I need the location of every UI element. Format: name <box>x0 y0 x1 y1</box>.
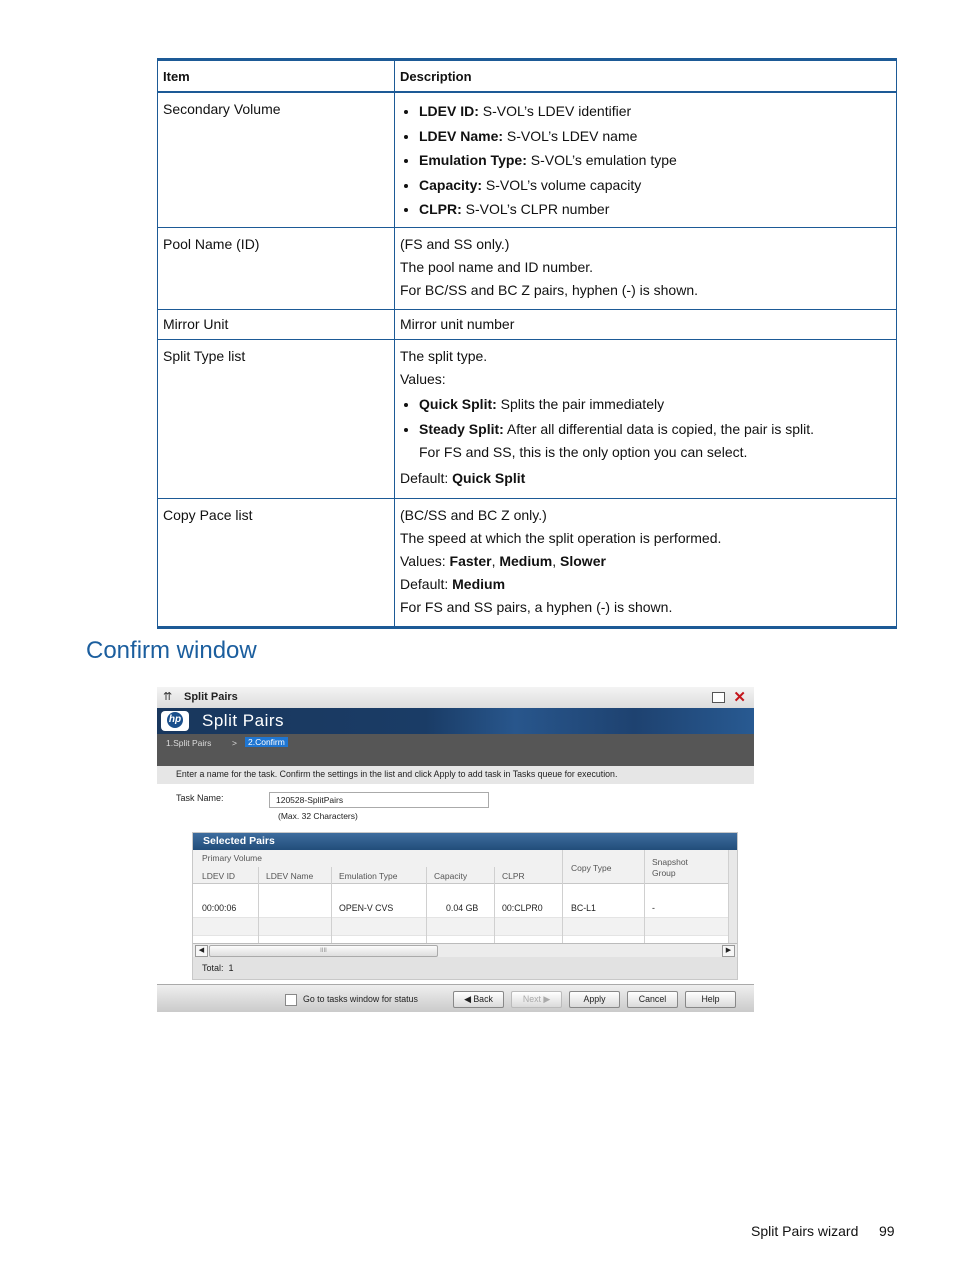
list-item: • LDEV ID: S-VOL’s LDEV identifier <box>419 100 891 123</box>
item-cell: Split Type list <box>158 340 395 499</box>
back-button[interactable]: ◀ Back <box>453 991 504 1008</box>
list-item: • Emulation Type: S-VOL’s emulation type <box>419 149 891 172</box>
col-capacity[interactable]: Capacity <box>434 871 468 881</box>
instruction-bar <box>157 766 754 784</box>
item-cell: Mirror Unit <box>158 310 395 340</box>
close-icon[interactable]: ✕ <box>733 689 746 706</box>
col-copy-type[interactable]: Copy Type <box>571 863 612 873</box>
table-row <box>158 498 897 627</box>
next-button[interactable]: Next ▶ <box>511 991 562 1008</box>
description-cell: The split type. Values: • Quick Split: Splits the pair immediately • Steady Split: After all differential data is copied, the pair is split. For FS and SS, this is the only option you can select. Default: Quick Split <box>395 340 897 499</box>
double-chevron-up-icon[interactable]: ⇈ <box>163 691 173 703</box>
cell-clpr: 00:CLPR0 <box>502 903 543 913</box>
header-group-row <box>193 850 729 868</box>
header-description: Description <box>395 60 897 93</box>
table-header-row <box>158 60 897 93</box>
step-split-pairs: 1.Split Pairs <box>166 738 212 748</box>
hp-logo: hp <box>161 711 189 731</box>
description-table <box>157 58 897 629</box>
description-cell: (BC/SS and BC Z only.) The speed at which the split operation is performed. Values: Faster, Medium, Slower Default: Medium For FS and SS pairs, a hyphen (-) is shown. <box>395 498 897 627</box>
scroll-left-icon[interactable]: ◀ <box>195 945 208 957</box>
bullet-list <box>400 393 891 464</box>
col-clpr[interactable]: CLPR <box>502 871 525 881</box>
section-title: Confirm window <box>86 637 257 664</box>
panel-header: Selected Pairs <box>193 833 737 850</box>
cell-capacity: 0.04 GB <box>446 903 479 913</box>
cell-copy-type: BC-L1 <box>571 903 596 913</box>
list-item: • CLPR: S-VOL’s CLPR number <box>419 198 891 221</box>
list-item: • Steady Split: After all differential data is copied, the pair is split. For FS and SS, this is the only option you can select. <box>419 418 891 464</box>
split-pairs-window <box>157 687 754 1012</box>
maximize-icon[interactable] <box>712 692 725 703</box>
table-row <box>158 228 897 310</box>
instruction-text: Enter a name for the task. Confirm the settings in the list and click Apply to add task in Tasks queue for execution. <box>176 769 618 779</box>
banner-title: Split Pairs <box>202 711 285 730</box>
scroll-thumb[interactable]: IIII <box>209 945 438 957</box>
cell-ldev-id: 00:00:06 <box>202 903 237 913</box>
task-name-hint: (Max. 32 Characters) <box>278 811 358 821</box>
wizard-footer <box>157 984 754 1012</box>
task-name-input[interactable]: 120528-SplitPairs <box>269 792 489 808</box>
help-button[interactable]: Help <box>685 991 736 1008</box>
vertical-scrollbar[interactable] <box>729 850 737 943</box>
cell-snapshot-group: - <box>652 903 655 913</box>
cancel-button[interactable]: Cancel <box>627 991 678 1008</box>
wizard-banner <box>157 708 754 734</box>
selected-pairs-table <box>193 850 729 943</box>
table-row <box>158 92 897 228</box>
table-row <box>158 340 897 499</box>
item-cell: Copy Pace list <box>158 498 395 627</box>
table-row <box>158 310 897 340</box>
list-item: • LDEV Name: S-VOL’s LDEV name <box>419 125 891 148</box>
window-titlebar <box>157 687 754 709</box>
col-snapshot-group[interactable]: Snapshot <box>652 857 688 867</box>
table-row-empty <box>193 918 729 936</box>
item-cell: Pool Name (ID) <box>158 228 395 310</box>
item-cell: Secondary Volume <box>158 92 395 228</box>
step-separator: > <box>232 738 237 748</box>
header-item: Item <box>158 60 395 93</box>
col-ldev-name[interactable]: LDEV Name <box>266 871 314 881</box>
col-emulation-type[interactable]: Emulation Type <box>339 871 398 881</box>
task-name-label: Task Name: <box>176 793 224 803</box>
page-number: 99 <box>879 1223 895 1239</box>
footer-title: Split Pairs wizard <box>751 1223 859 1239</box>
col-snapshot-group-line2: Group <box>652 868 676 878</box>
go-to-tasks-checkbox[interactable] <box>285 994 297 1006</box>
list-item: • Capacity: S-VOL’s volume capacity <box>419 174 891 197</box>
cell-emulation-type: OPEN-V CVS <box>339 903 394 913</box>
horizontal-scrollbar[interactable] <box>193 943 737 957</box>
go-to-tasks-label: Go to tasks window for status <box>303 994 418 1004</box>
apply-button[interactable]: Apply <box>569 991 620 1008</box>
description-cell: (FS and SS only.) The pool name and ID number. For BC/SS and BC Z pairs, hyphen (-) is shown. <box>395 228 897 310</box>
scroll-right-icon[interactable]: ▶ <box>722 945 735 957</box>
wizard-steps <box>157 734 754 766</box>
list-item: • Quick Split: Splits the pair immediately <box>419 393 891 416</box>
table-row[interactable] <box>193 900 729 918</box>
total-count: Total: 1 <box>202 963 234 973</box>
step-confirm: 2.Confirm <box>245 737 288 747</box>
bullet-list <box>400 100 891 221</box>
description-cell: Mirror unit number <box>395 310 897 340</box>
description-cell <box>395 92 897 228</box>
group-header-primary-volume: Primary Volume <box>202 853 262 863</box>
window-title: Split Pairs <box>184 691 238 703</box>
selected-pairs-panel <box>192 832 738 980</box>
col-ldev-id[interactable]: LDEV ID <box>202 871 236 881</box>
